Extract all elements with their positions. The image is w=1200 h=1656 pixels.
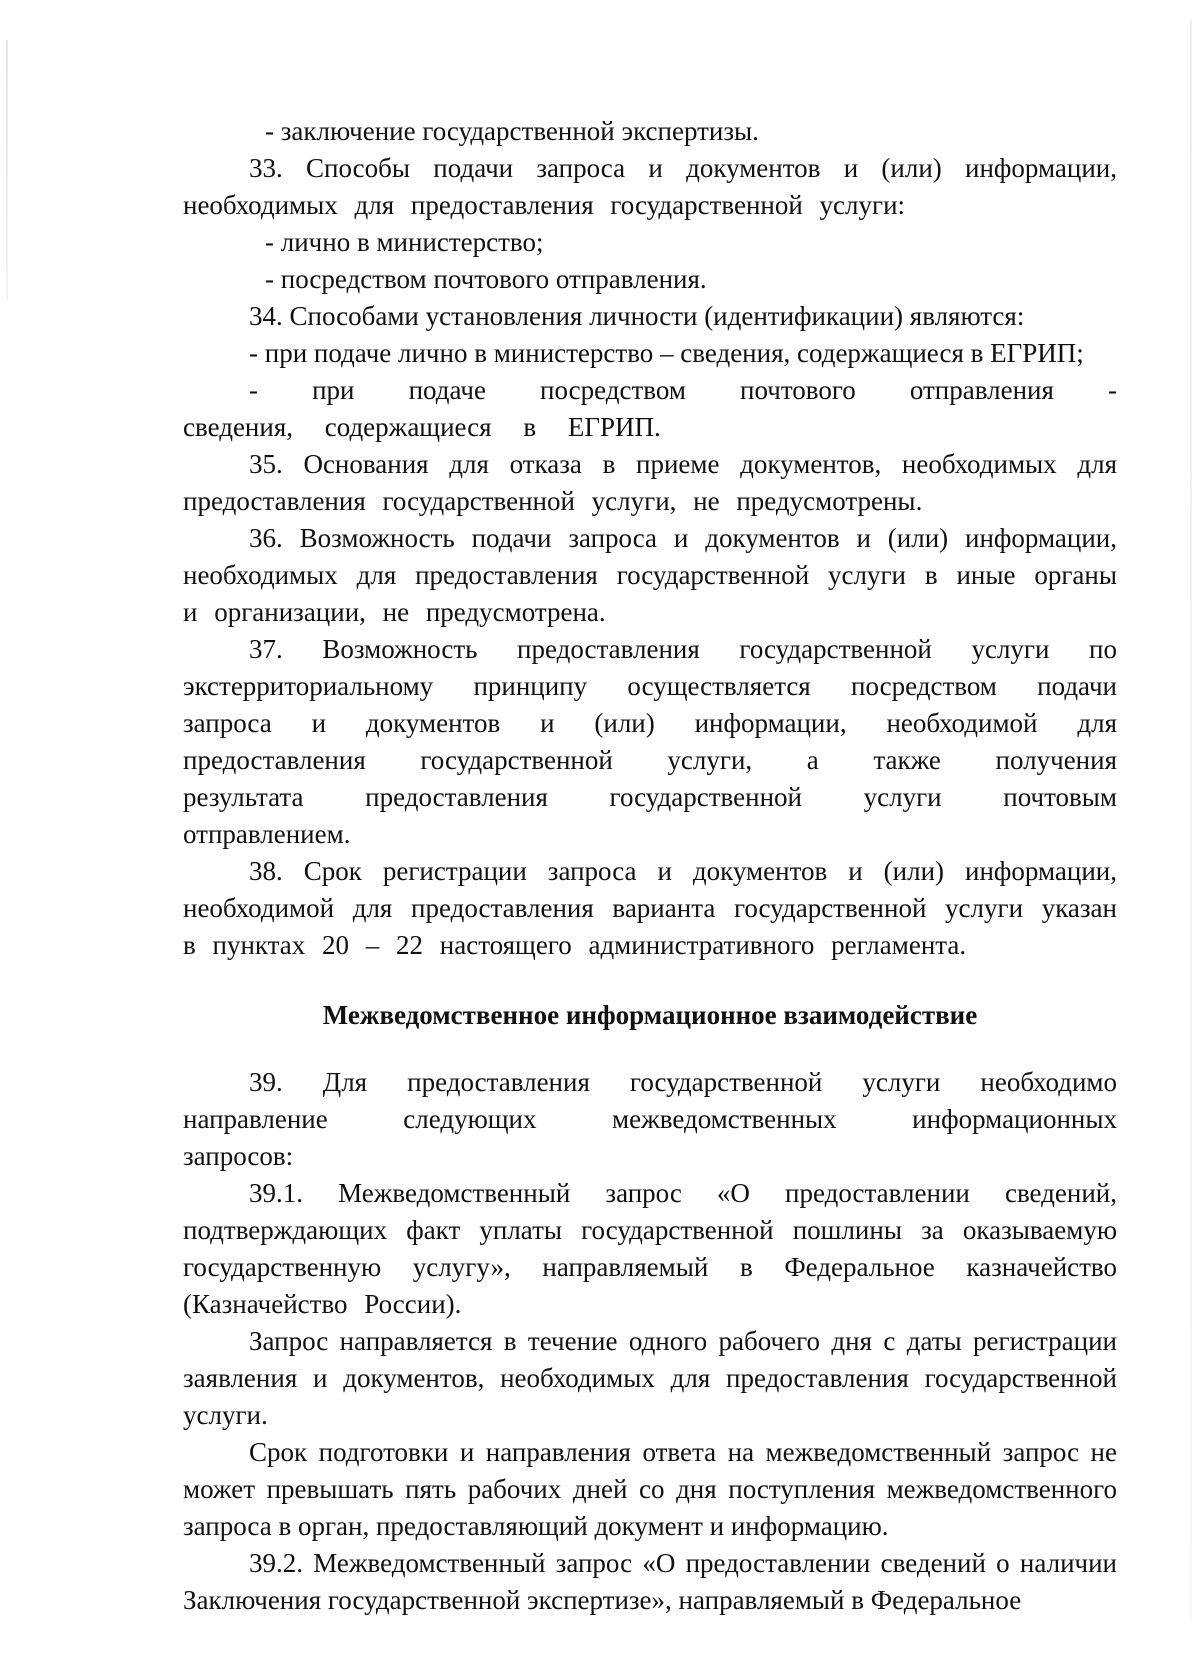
- paragraph-36: 36. Возможность подачи запроса и документов и (или) информации, необходимых для предоставления государственной услуги в иные органы и организации, не предусмотрена.: [183, 523, 1117, 627]
- paragraph-response-deadline: Срок подготовки и направления ответа на межведомственный запрос не может превышать пять рабочих дней со дня поступления межведомственного запроса в орган, предоставляющий документ и информацию.: [183, 1437, 1117, 1541]
- list-item-by-mail: - посредством почтового отправления.: [265, 264, 707, 294]
- scan-right-edge: [1190, 20, 1192, 1620]
- list-item-identification-in-person: - при подаче лично в министерство – сведения, содержащиеся в ЕГРИП;: [249, 338, 1084, 368]
- paragraph-39-1: 39.1. Межведомственный запрос «О предоставлении сведений, подтверждающих факт уплаты государственной пошлины за оказываемую государственную услугу», направляемый в Федеральное казначейство (Казначейство России).: [183, 1178, 1117, 1319]
- paragraph-request-timing: Запрос направляется в течение одного рабочего дня с даты регистрации заявления и документов, необходимых для предоставления государственной услуги.: [183, 1326, 1117, 1430]
- list-item-in-person: - лично в министерство;: [265, 227, 544, 257]
- paragraph-33: 33. Способы подачи запроса и документов и (или) информации, необходимых для предоставления государственной услуги:: [183, 153, 1117, 220]
- document-body: [183, 113, 1117, 1619]
- paragraph-34: 34. Способами установления личности (идентификации) являются:: [249, 301, 1025, 331]
- list-item-expertise-conclusion: - заключение государственной экспертизы.: [265, 116, 759, 146]
- paragraph-39-2: 39.2. Межведомственный запрос «О предоставлении сведений о наличии Заключения государственной экспертизе», направляемый в Федеральное: [183, 1548, 1117, 1615]
- paragraph-38: 38. Срок регистрации запроса и документов и (или) информации, необходимой для предоставления варианта государственной услуги указан в пунктах 20 – 22 настоящего административного регламента.: [183, 856, 1117, 960]
- paragraph-35: 35. Основания для отказа в приеме документов, необходимых для предоставления государственной услуги, не предусмотрены.: [183, 449, 1117, 516]
- paragraph-39: 39. Для предоставления государственной услуги необходимо направление следующих межведомственных информационных запросов:: [183, 1067, 1117, 1171]
- section-heading: Межведомственное информационное взаимодействие: [322, 1000, 978, 1030]
- paragraph-37: 37. Возможность предоставления государственной услуги по экстерриториальному принципу осуществляется посредством подачи запроса и документов и (или) информации, необходимой для предоставления государственной услуги, а также получения результата предоставления государственной услуги почтовым отправлением.: [183, 634, 1117, 849]
- scan-left-edge: [6, 40, 8, 300]
- list-item-identification-by-mail: - при подаче посредством почтового отправления - сведения, содержащиеся в ЕГРИП.: [183, 375, 1117, 442]
